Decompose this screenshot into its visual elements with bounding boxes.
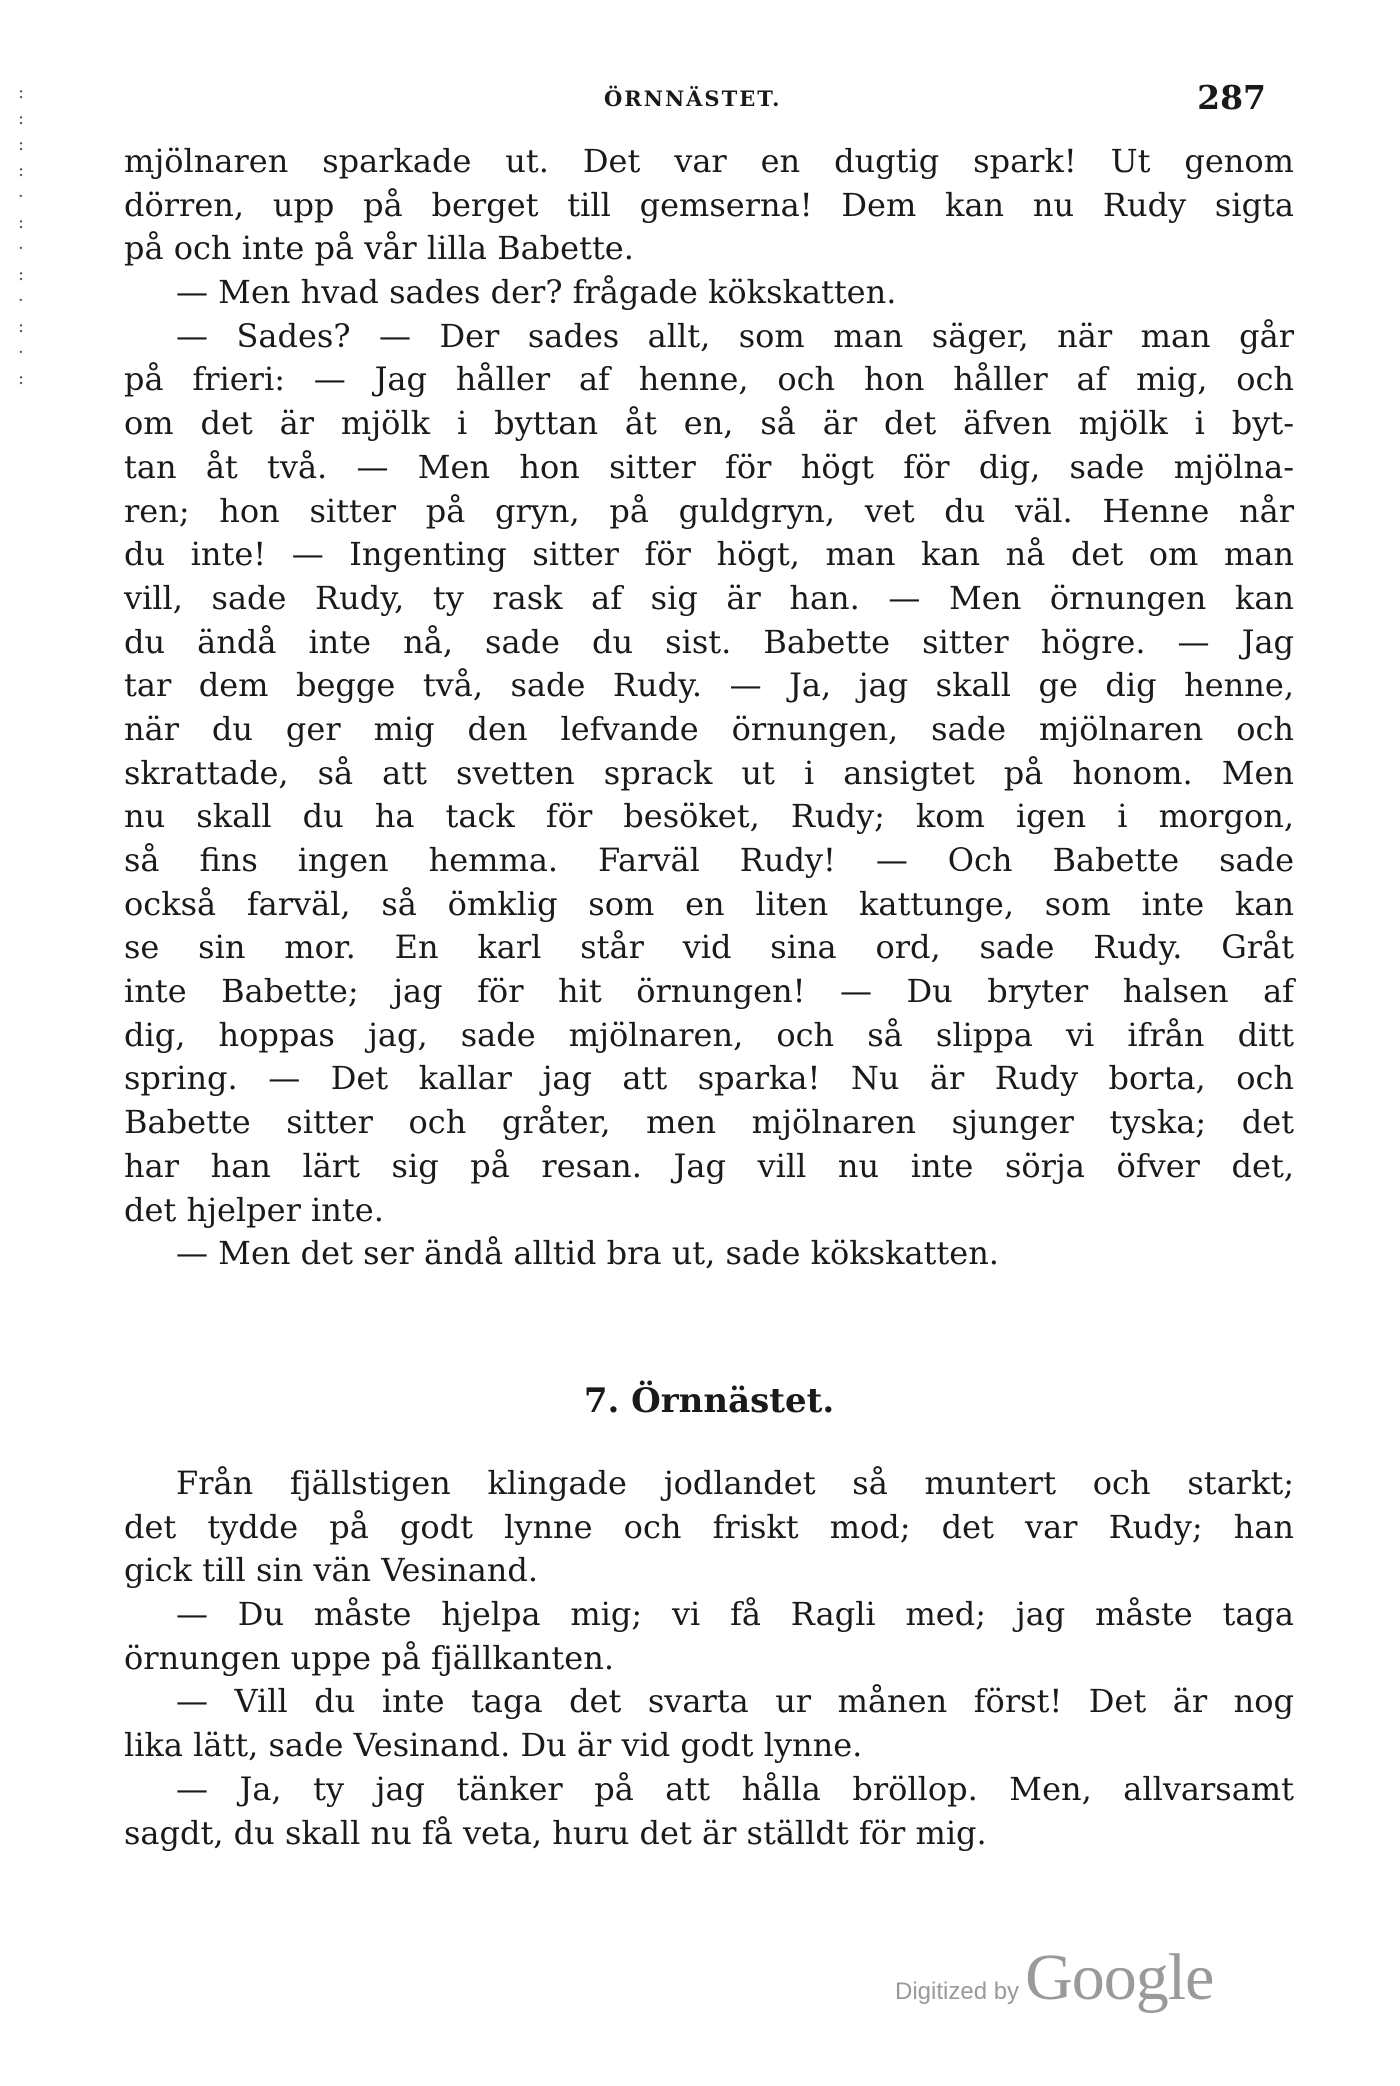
text-line: nu skall du ha tack för besöket, Rudy; kom igen i morgon, xyxy=(124,797,1294,836)
text-line: du inte! — Ingenting sitter för högt, man kan nå det om man xyxy=(124,535,1294,574)
text-line: på och inte på vår lilla Babette. xyxy=(124,229,634,268)
text-line: dörren, upp på berget till gemserna! Dem kan nu Rudy sigta xyxy=(124,185,1294,224)
text-line: du ändå inte nå, sade du sist. Babette sitter högre. — Jag xyxy=(124,622,1294,661)
text-line: Babette sitter och gråter, men mjölnaren sjunger tyska; det xyxy=(124,1103,1294,1142)
page-number: 287 xyxy=(1197,78,1266,117)
text-line: — Men hvad sades der? frågade kökskatten. xyxy=(176,273,897,312)
running-title: ÖRNNÄSTET. xyxy=(604,86,782,111)
text-line: mjölnaren sparkade ut. Det var en dugtig spark! Ut genom xyxy=(124,142,1294,180)
text-line: tan åt två. — Men hon sitter för högt för dig, sade mjölna- xyxy=(124,447,1294,486)
text-line: — Ja, ty jag tänker på att hålla bröllop. Men, allvarsamt xyxy=(176,1769,1294,1808)
text-line: vill, sade Rudy, ty rask af sig är han. — Men örnungen kan xyxy=(124,578,1294,617)
text-line: dig, hoppas jag, sade mjölnaren, och så slippa vi ifrån ditt xyxy=(124,1015,1294,1054)
text-line: Från fjällstigen klingade jodlandet så muntert och starkt; xyxy=(176,1464,1294,1502)
text-line: när du ger mig den lefvande örnungen, sade mjölnaren och xyxy=(124,709,1294,748)
margin-marks: : : : : · : · : · : · : xyxy=(18,82,25,389)
google-logo: Google xyxy=(1025,1941,1214,2014)
text-line: på frieri: — Jag håller af henne, och hon håller af mig, och xyxy=(124,360,1294,399)
text-line: också farväl, så ömklig som en liten kattunge, som inte kan xyxy=(124,884,1294,923)
text-line: inte Babette; jag för hit örnungen! — Du bryter halsen af xyxy=(124,972,1294,1011)
text-line: om det är mjölk i byttan åt en, så är det äfven mjölk i byt- xyxy=(124,404,1294,443)
chapter-heading: 7. Örnnästet. xyxy=(583,1381,835,1421)
text-line: ren; hon sitter på gryn, på guldgryn, vet du väl. Henne når xyxy=(124,491,1294,530)
text-line: örnungen uppe på fjällkanten. xyxy=(124,1638,614,1677)
text-line: — Vill du inte taga det svarta ur månen först! Det är nog xyxy=(176,1682,1294,1721)
digitized-watermark xyxy=(895,1940,1214,2014)
text-line: tar dem begge två, sade Rudy. — Ja, jag skall ge dig henne, xyxy=(124,666,1294,705)
text-line: har han lärt sig på resan. Jag vill nu inte sörja öfver det, xyxy=(124,1146,1294,1185)
watermark-prefix: Digitized by xyxy=(895,1978,1020,2005)
text-line: — Sades? — Der sades allt, som man säger, när man går xyxy=(176,316,1294,355)
text-line: så fins ingen hemma. Farväl Rudy! — Och Babette sade xyxy=(124,841,1294,879)
text-line: sagdt, du skall nu få veta, huru det är ställdt för mig. xyxy=(124,1813,987,1852)
text-line: det tydde på godt lynne och friskt mod; det var Rudy; han xyxy=(124,1507,1294,1546)
chapter-text xyxy=(124,1462,1294,1855)
text-line: lika lätt, sade Vesinand. Du är vid godt lynne. xyxy=(124,1726,863,1765)
text-line: skrattade, så att svetten sprack ut i ansigtet på honom. Men xyxy=(124,753,1294,792)
text-line: — Du måste hjelpa mig; vi få Ragli med; jag måste taga xyxy=(176,1595,1294,1634)
text-line: se sin mor. En karl står vid sina ord, sade Rudy. Gråt xyxy=(124,928,1294,967)
body-text xyxy=(124,140,1294,1276)
running-head xyxy=(124,78,1294,128)
text-line: gick till sin vän Vesinand. xyxy=(124,1551,539,1590)
text-line: — Men det ser ändå alltid bra ut, sade kökskatten. xyxy=(176,1234,999,1273)
text-line: det hjelper inte. xyxy=(124,1190,384,1229)
text-line: spring. — Det kallar jag att sparka! Nu är Rudy borta, och xyxy=(124,1059,1294,1098)
